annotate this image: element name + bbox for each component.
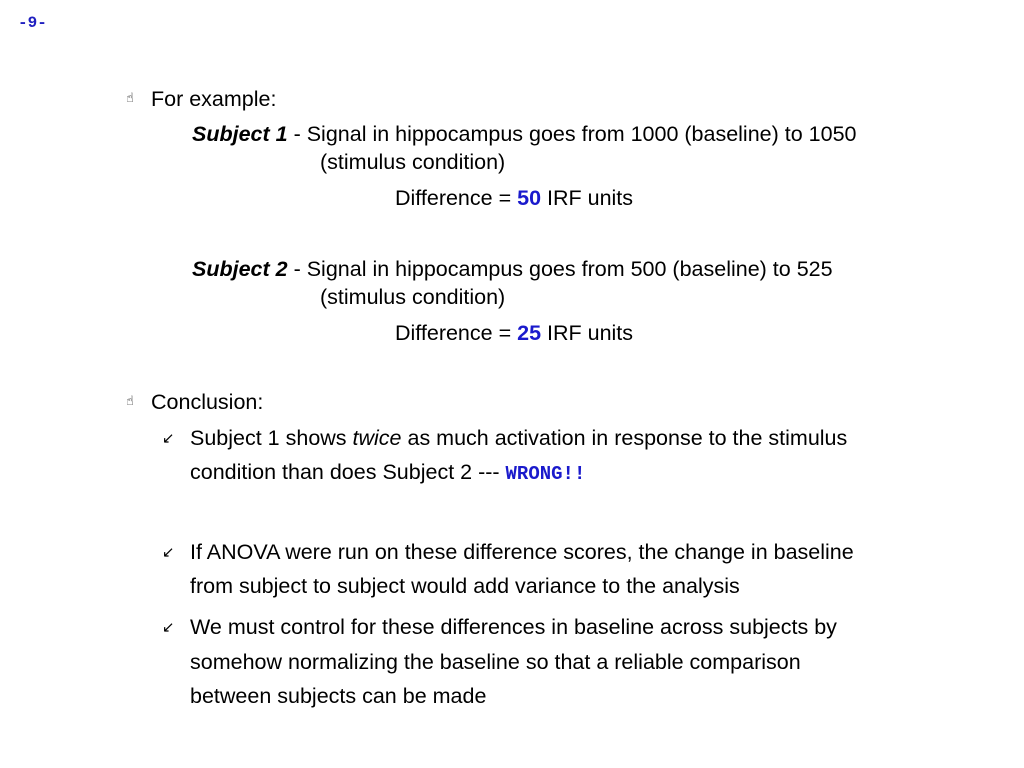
subject1-label: Subject 1 — [192, 122, 288, 146]
subject2-text: - Signal in hippocampus goes from 500 (baseline) to 525 — [287, 257, 833, 281]
arrow-down-left-icon: ↙ — [162, 543, 175, 561]
pointing-hand-icon: ☝ — [126, 394, 134, 409]
subject2-line2: (stimulus condition) — [320, 285, 506, 309]
page-number: -9- — [18, 14, 47, 32]
subject1-difference — [395, 185, 633, 211]
conclusion-point1-line1 — [190, 425, 847, 451]
subject2-difference — [395, 320, 633, 346]
difference-value: 25 — [517, 321, 542, 345]
pointing-hand-icon: ☝ — [126, 91, 134, 106]
difference-prefix: Difference = — [395, 186, 518, 210]
conclusion-point1-line2 — [190, 459, 585, 487]
wrong-label: WRONG!! — [505, 463, 586, 485]
point1-post: as much activation in response to the stimulus — [401, 426, 848, 450]
conclusion-heading: Conclusion: — [151, 390, 264, 414]
arrow-down-left-icon: ↙ — [162, 618, 175, 636]
difference-suffix: IRF units — [541, 186, 634, 210]
arrow-down-left-icon: ↙ — [162, 429, 175, 447]
point1-line2: condition than does Subject 2 --- — [190, 460, 506, 484]
point1-italic: twice — [352, 426, 402, 450]
difference-suffix: IRF units — [541, 321, 634, 345]
conclusion-point3-line2: somehow normalizing the baseline so that a reliable comparison — [190, 650, 801, 674]
conclusion-point3-line1: We must control for these differences in baseline across subjects by — [190, 615, 837, 639]
conclusion-point3-line3: between subjects can be made — [190, 684, 487, 708]
conclusion-point2-line1: If ANOVA were run on these difference scores, the change in baseline — [190, 540, 854, 564]
subject2-line — [192, 256, 833, 282]
example-heading: For example: — [151, 87, 277, 111]
subject1-line — [192, 121, 857, 147]
difference-value: 50 — [517, 186, 542, 210]
difference-prefix: Difference = — [395, 321, 518, 345]
subject1-text: - Signal in hippocampus goes from 1000 (baseline) to 1050 — [287, 122, 857, 146]
point1-pre: Subject 1 shows — [190, 426, 353, 450]
subject1-line2: (stimulus condition) — [320, 150, 506, 174]
subject2-label: Subject 2 — [192, 257, 288, 281]
conclusion-point2-line2: from subject to subject would add variance to the analysis — [190, 574, 740, 598]
